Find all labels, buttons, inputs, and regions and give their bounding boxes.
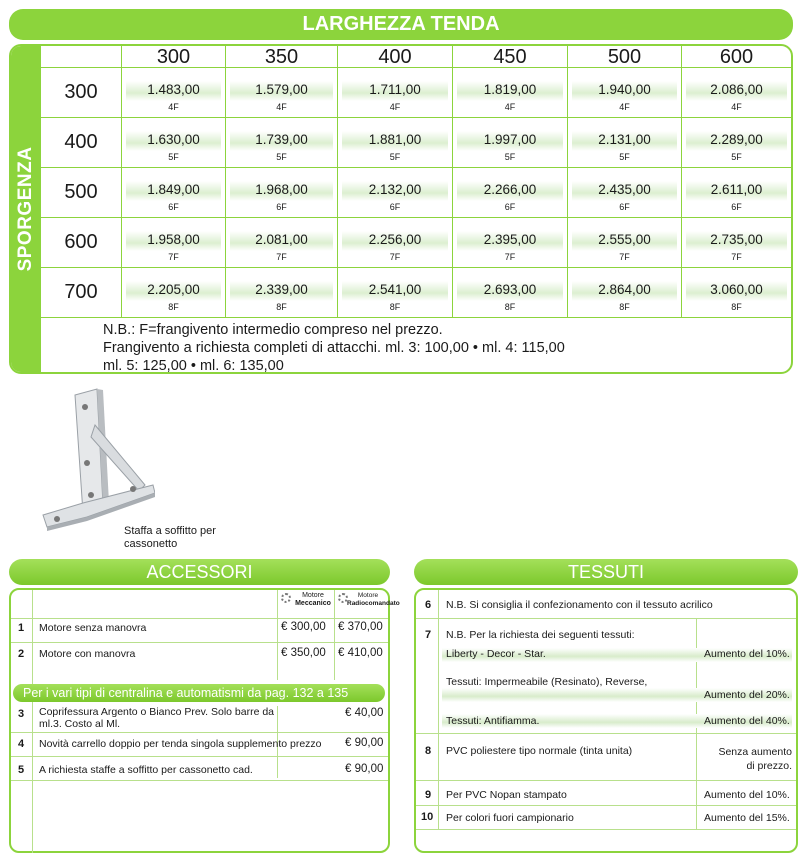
frangivento-count: 8F xyxy=(504,302,516,312)
frangivento-count: 4F xyxy=(619,102,630,112)
frangivento-count: 7F xyxy=(168,252,179,262)
sporgenza-header: 300 xyxy=(41,68,121,118)
row-number: 6 xyxy=(425,599,432,611)
price-cell xyxy=(681,168,791,218)
row-number: 1 xyxy=(18,622,25,634)
frangivento-count: 7F xyxy=(389,252,401,262)
price-value: 1.630,00 xyxy=(147,132,200,147)
frangivento-count: 7F xyxy=(504,252,516,262)
price-value: 1.739,00 xyxy=(255,132,308,147)
price-value: 2.541,00 xyxy=(368,282,422,297)
frangivento-count: 5F xyxy=(276,152,287,162)
frangivento-count: 5F xyxy=(731,152,742,162)
row-number: 7 xyxy=(425,629,432,641)
frangivento-count: 8F xyxy=(389,302,401,312)
price-value: 2.289,00 xyxy=(710,132,763,147)
price-value: 1.940,00 xyxy=(598,82,651,97)
width-header: 300 xyxy=(121,46,225,68)
accessory-desc: A richiesta staffe a soffitto per cassonetto cad. xyxy=(39,764,253,776)
price-table xyxy=(9,44,793,374)
price-cell xyxy=(681,68,791,118)
accessory-desc: Motore con manovra xyxy=(39,648,136,660)
frangivento-count: 4F xyxy=(504,102,516,112)
price-cell xyxy=(337,218,452,268)
sporgenza-label: SPORGENZA xyxy=(11,46,41,372)
width-header: 600 xyxy=(681,46,791,68)
price-value: 2.735,00 xyxy=(710,232,763,247)
gear-icon xyxy=(281,593,291,603)
frangivento-count: 7F xyxy=(731,252,742,262)
frangivento-count: 4F xyxy=(168,102,179,112)
fabric-surcharge: Aumento del 15%. xyxy=(704,812,790,824)
frangivento-count: 4F xyxy=(389,102,401,112)
frangivento-count: 6F xyxy=(168,202,179,212)
price-cell xyxy=(337,118,452,168)
price-value: 1.881,00 xyxy=(368,132,422,147)
price-cell xyxy=(121,168,225,218)
price-cell xyxy=(567,68,681,118)
tessuti-table xyxy=(414,588,798,853)
frangivento-count: 7F xyxy=(619,252,630,262)
price-note: N.B.: F=frangivento intermedio compreso nel prezzo. Frangivento a richiesta completi di attacchi. ml. 3: 100,00 • ml. 4: 115,00 ml. 5: 125,00 • ml. 6: 135,00 xyxy=(103,322,565,374)
price-cell xyxy=(452,118,567,168)
price-cell xyxy=(337,68,452,118)
accessory-desc: Novità carrello doppio per tenda singola supplemento prezzo xyxy=(39,738,322,750)
price-value: 3.060,00 xyxy=(710,282,763,297)
price-cell xyxy=(452,218,567,268)
price-cell xyxy=(567,218,681,268)
fabric-group: Liberty - Decor - Star. xyxy=(446,648,546,660)
price-cell xyxy=(681,268,791,318)
price-cell xyxy=(121,118,225,168)
frangivento-count: 5F xyxy=(168,152,179,162)
price-value: 1.968,00 xyxy=(255,182,308,197)
price-value: 2.611,00 xyxy=(710,182,763,197)
price-radiocomandato: € 410,00 xyxy=(338,647,383,659)
width-header: 500 xyxy=(567,46,681,68)
price-value: 2.693,00 xyxy=(483,282,537,297)
price-cell xyxy=(337,268,452,318)
frangivento-count: 6F xyxy=(389,202,401,212)
frangivento-count: 6F xyxy=(619,202,630,212)
accessory-price: € 40,00 xyxy=(345,707,384,719)
fabric-surcharge: Aumento del 10%. xyxy=(704,789,790,801)
sporgenza-header: 700 xyxy=(41,268,121,318)
frangivento-count: 6F xyxy=(276,202,287,212)
price-cell xyxy=(452,268,567,318)
price-cell xyxy=(452,168,567,218)
price-cell xyxy=(225,118,337,168)
fabric-surcharge: Aumento del 10%. xyxy=(704,648,790,660)
price-value: 2.864,00 xyxy=(598,282,651,297)
row-number: 2 xyxy=(18,648,25,660)
price-cell xyxy=(452,68,567,118)
fabric-group: Tessuti: Antifiamma. xyxy=(446,715,540,727)
tessuti-header: TESSUTI xyxy=(414,559,798,585)
price-cell xyxy=(681,118,791,168)
price-value: 2.256,00 xyxy=(368,232,422,247)
row-number: 9 xyxy=(425,789,432,801)
price-value: 2.081,00 xyxy=(255,232,308,247)
price-value: 1.849,00 xyxy=(147,182,200,197)
width-header: 450 xyxy=(452,46,567,68)
price-value: 1.958,00 xyxy=(147,232,200,247)
price-meccanico: € 350,00 xyxy=(281,647,326,659)
price-value: 2.555,00 xyxy=(598,232,651,247)
fabric-group: Tessuti: Impermeabile (Resinato), Reverse, xyxy=(446,676,648,688)
corner-cell xyxy=(41,46,121,68)
width-header: 350 xyxy=(225,46,337,68)
frangivento-count: 6F xyxy=(504,202,516,212)
fabric-surcharge: Aumento del 40%. xyxy=(704,715,790,727)
fabric-surcharge: Senza aumento di prezzo. xyxy=(718,746,792,772)
price-value: 2.132,00 xyxy=(368,182,422,197)
accessory-desc: Coprifessura Argento o Bianco Prev. Solo barre da ml.3. Costo al Ml. xyxy=(39,706,275,730)
price-value: 1.819,00 xyxy=(483,82,537,97)
tessuti-note: N.B. Per la richiesta dei seguenti tessuti: xyxy=(446,629,635,641)
frangivento-count: 5F xyxy=(504,152,516,162)
row-number: 4 xyxy=(18,738,25,750)
accessori-header: ACCESSORI xyxy=(9,559,390,585)
bracket-caption: Staffa a soffitto per cassonetto xyxy=(124,525,216,550)
tessuti-note: Per colori fuori campionario xyxy=(446,812,574,824)
price-cell xyxy=(225,268,337,318)
row-number: 8 xyxy=(425,745,432,757)
col-motore-meccanico: Motore Meccanico xyxy=(295,592,331,607)
price-cell xyxy=(681,218,791,268)
price-value: 2.395,00 xyxy=(483,232,537,247)
frangivento-count: 4F xyxy=(731,102,742,112)
row-number: 5 xyxy=(18,764,25,776)
tessuti-note: Per PVC Nopan stampato xyxy=(446,789,567,801)
price-cell xyxy=(225,68,337,118)
frangivento-count: 8F xyxy=(731,302,742,312)
frangivento-count: 7F xyxy=(276,252,287,262)
price-value: 1.579,00 xyxy=(255,82,308,97)
price-value: 1.997,00 xyxy=(483,132,537,147)
frangivento-count: 5F xyxy=(619,152,630,162)
price-cell xyxy=(225,218,337,268)
price-value: 2.205,00 xyxy=(147,282,200,297)
price-value: 1.711,00 xyxy=(369,82,421,97)
tessuti-note: PVC poliestere tipo normale (tinta unita) xyxy=(446,745,633,757)
frangivento-count: 8F xyxy=(276,302,287,312)
fabric-surcharge: Aumento del 20%. xyxy=(704,689,790,701)
tessuti-note: N.B. Si consiglia il confezionamento con il tessuto acrilico xyxy=(446,599,713,611)
price-value: 1.483,00 xyxy=(147,82,200,97)
sporgenza-header: 500 xyxy=(41,168,121,218)
accessory-price: € 90,00 xyxy=(345,737,384,749)
price-cell xyxy=(567,268,681,318)
row-number: 10 xyxy=(421,811,434,823)
price-cell xyxy=(121,268,225,318)
price-cell xyxy=(567,168,681,218)
accessori-table xyxy=(9,588,400,853)
price-cell xyxy=(337,168,452,218)
frangivento-count: 6F xyxy=(731,202,742,212)
price-value: 2.131,00 xyxy=(598,132,651,147)
price-value: 2.266,00 xyxy=(483,182,537,197)
ceiling-bracket-image xyxy=(35,385,155,535)
frangivento-count: 8F xyxy=(168,302,179,312)
price-value: 2.086,00 xyxy=(710,82,763,97)
price-cell xyxy=(567,118,681,168)
frangivento-count: 8F xyxy=(619,302,630,312)
price-cell xyxy=(121,218,225,268)
table-title: LARGHEZZA TENDA xyxy=(9,9,793,40)
accessory-desc: Motore senza manovra xyxy=(39,622,147,634)
frangivento-count: 4F xyxy=(276,102,287,112)
price-cell xyxy=(121,68,225,118)
price-meccanico: € 300,00 xyxy=(281,621,326,633)
frangivento-count: 5F xyxy=(389,152,401,162)
accessory-price: € 90,00 xyxy=(345,763,384,775)
sporgenza-header: 600 xyxy=(41,218,121,268)
col-motore-radiocomandato: Motore Radiocomandato xyxy=(347,592,400,607)
price-value: 2.339,00 xyxy=(255,282,308,297)
price-radiocomandato: € 370,00 xyxy=(338,621,383,633)
centralina-info-banner: Per i vari tipi di centralina e automatismi da pag. 132 a 135 xyxy=(13,684,385,702)
sporgenza-header: 400 xyxy=(41,118,121,168)
row-number: 3 xyxy=(18,708,25,720)
price-cell xyxy=(225,168,337,218)
price-value: 2.435,00 xyxy=(598,182,651,197)
width-header: 400 xyxy=(337,46,452,68)
